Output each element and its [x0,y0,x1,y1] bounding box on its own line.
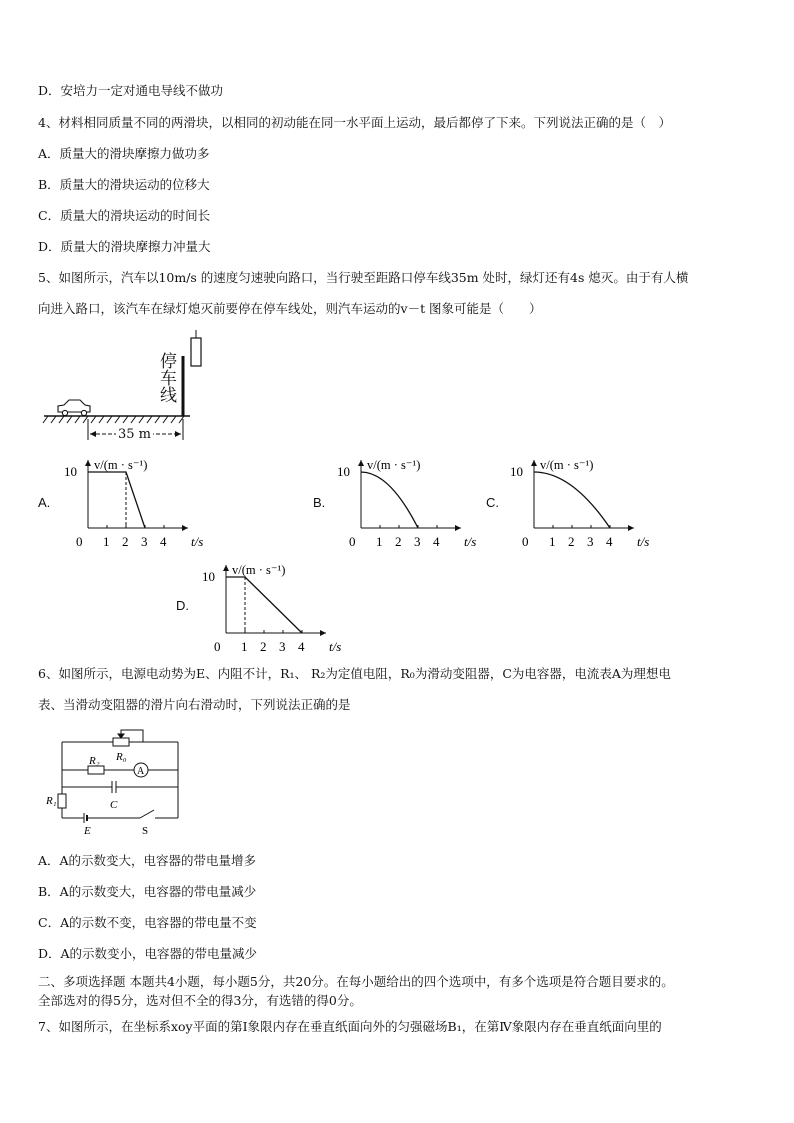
y-tick-label: 10 [202,569,215,584]
x-tick-label: 2 [260,639,267,654]
section2-instructions-line1: 二、多项选择题 本题共4小题，每小题5分，共20分。在每小题给出的四个选项中，有多个选项是符合题目要求的。 [38,974,674,989]
q6-option-a: A．A的示数变大，电容器的带电量增多 [38,853,257,868]
vt-graph-a [60,452,210,552]
x-tick-label: 3 [587,534,594,549]
x-axis-arrow [628,525,634,531]
x-tick-label: 1 [549,534,556,549]
x-tick-label: 2 [568,534,575,549]
q5-graph-c-label: C. [486,495,499,510]
y-axis-arrow [531,460,537,466]
emf-label: E [84,825,91,837]
switch-label: S [142,825,149,837]
q6-option-c: C．A的示数不变，电容器的带电量不变 [38,915,257,930]
distance-label: 35 m [118,427,152,442]
y-axis-arrow [223,565,229,571]
x-axis-label: t/s [329,639,342,654]
r0-label: R₀ [116,751,127,763]
q4-option-a: A．质量大的滑块摩擦力做功多 [38,146,210,161]
ammeter-label: A [137,766,145,777]
x-tick-label: 0 [522,534,529,549]
q5-stem-line1: 5、如图所示，汽车以10m/s 的速度匀速驶向路口，当行驶至距路口停车线35m 处时，绿灯还有4s 熄灭。由于有人横 [38,270,689,285]
x-axis-label: t/s [637,534,650,549]
y-tick-label: 10 [510,464,523,479]
q5-graph-d-label: D. [176,598,189,613]
y-axis-label: v/(m · s⁻¹) [367,458,421,472]
traffic-light-icon [191,330,201,366]
x-tick-label: 3 [141,534,148,549]
q5-graph-b-label: B. [313,495,326,510]
r1-label: R₁ [46,795,57,807]
y-axis-label: v/(m · s⁻¹) [232,563,286,577]
y-tick-label: 10 [64,464,77,479]
x-tick-label: 0 [349,534,356,549]
x-tick-label: 4 [298,639,305,654]
x-tick-label: 1 [103,534,110,549]
vt-graph-d [198,557,348,657]
vt-series-line [226,577,302,633]
q6-option-d: D．A的示数变小，电容器的带电量减少 [38,946,258,961]
q6-option-b: B．A的示数变大，电容器的带电量减少 [38,884,257,899]
x-tick-label: 3 [414,534,421,549]
x-tick-label: 2 [122,534,129,549]
x-axis-label: t/s [191,534,204,549]
y-axis-label: v/(m · s⁻¹) [94,458,148,472]
q4-option-b: B．质量大的滑块运动的位移大 [38,177,210,192]
q6-stem-line1: 6、如图所示，电源电动势为E、内阻不计，R₁、 R₂为定值电阻，R₀为滑动变阻器，C为电容器，电流表A为理想电 [38,666,671,681]
vt-graph-c [506,452,656,552]
vt-series-line [534,472,610,528]
q6-circuit-diagram [44,722,194,837]
vt-graph-b [333,452,483,552]
q4-option-d: D．质量大的滑块摩擦力冲量大 [38,239,211,254]
stop-line-label: 停车线 [156,352,176,403]
x-tick-label: 1 [376,534,383,549]
x-tick-label: 0 [214,639,221,654]
x-tick-label: 4 [160,534,167,549]
capacitor-label: C [110,799,118,811]
q4-option-c: C．质量大的滑块运动的时间长 [38,208,211,223]
r2-label: R₂ [89,755,100,767]
x-axis-arrow [182,525,188,531]
q3-option-d: D．安培力一定对通电导线不做功 [38,83,224,98]
car-icon [58,400,90,416]
q4-stem: 4、材料相同质量不同的两滑块，以相同的初动能在同一水平面上运动，最后都停了下来。下列说法正确的是（ ） [38,115,671,130]
y-axis-label: v/(m · s⁻¹) [540,458,594,472]
x-tick-label: 1 [241,639,248,654]
q7-stem: 7、如图所示，在坐标系xoy平面的第Ⅰ象限内存在垂直纸面向外的匀强磁场B₁，在第Ⅳ象限内存在垂直纸面向里的 [38,1019,662,1034]
x-axis-arrow [320,630,326,636]
y-tick-label: 10 [337,464,350,479]
x-axis-arrow [455,525,461,531]
x-tick-label: 3 [279,639,286,654]
section2-instructions-line2: 全部选对的得5分，选对但不全的得3分，有选错的得0分。 [38,993,362,1008]
q5-stem-line2: 向进入路口，该汽车在绿灯熄灭前要停在停车线处，则汽车运动的v－t 图象可能是（ ） [38,301,542,316]
q6-stem-line2: 表、当滑动变阻器的滑片向右滑动时，下列说法正确的是 [38,697,351,712]
q5-graph-a-label: A. [38,495,51,510]
x-tick-label: 0 [76,534,83,549]
x-axis-label: t/s [464,534,477,549]
x-tick-label: 4 [606,534,613,549]
x-tick-label: 2 [395,534,402,549]
y-axis-arrow [358,460,364,466]
x-tick-label: 4 [433,534,440,549]
vt-series-line [88,472,145,528]
y-axis-arrow [85,460,91,466]
vt-series-line [361,472,418,528]
